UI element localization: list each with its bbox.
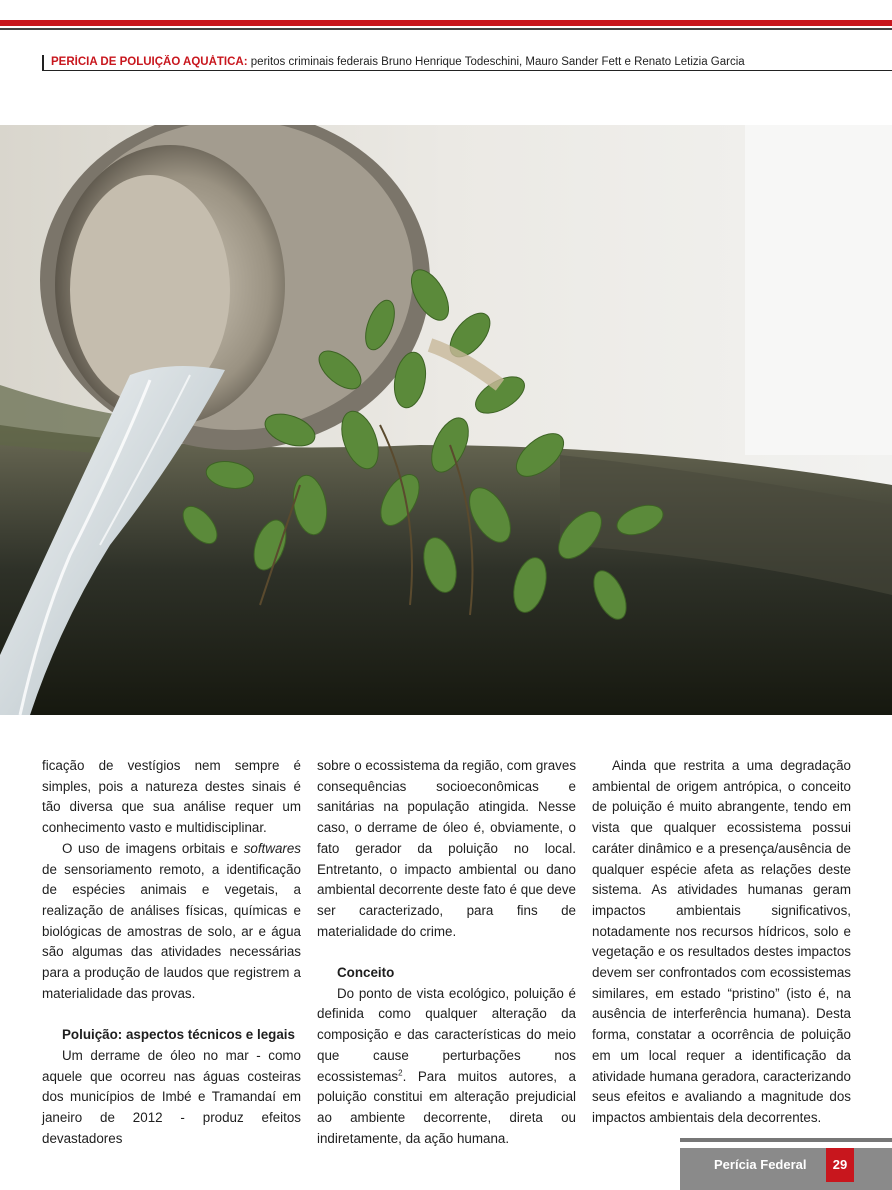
drain-pipe-photo bbox=[0, 125, 892, 715]
col1-p2-text-b: de sensoriamento remoto, a identificação de espécies animais e vegetais, a realização de análises físicas, químicas e biológicas de amostras de solo, ar e água são algumas das atividades necessárias para a produção de laudos que registrem a materialidade das provas. bbox=[42, 861, 301, 1001]
footer-magazine-title: Perícia Federal bbox=[714, 1157, 807, 1172]
col1-p2-text-a: O uso de imagens orbitais e bbox=[62, 840, 244, 856]
page-number: 29 bbox=[826, 1148, 854, 1182]
col1-p2-emphasis: softwares bbox=[243, 840, 301, 856]
text-column-1 bbox=[42, 756, 301, 1149]
text-column-2 bbox=[317, 756, 576, 1149]
col1-paragraph-1: ficação de vestígios nem sempre é simples, pois a natureza destes sinais é tão diversa que sua análise requer um conhecimento vasto e multidisciplinar. bbox=[42, 758, 301, 836]
col1-paragraph-2 bbox=[42, 839, 301, 1005]
col2-paragraph-2 bbox=[317, 984, 576, 1150]
running-head-authors: peritos criminais federais Bruno Henrique Todeschini, Mauro Sander Fett e Renato Letizia Garcia bbox=[247, 56, 745, 68]
col2-paragraph-1: sobre o ecossistema da região, com graves consequências socioeconômicas e sanitárias na população atingida. Nesse caso, o derrame de óleo é, obviamente, o fato gerador da poluição no local. Entretanto, o impacto ambiental ou dano ambiental decorrente deste fato é que deve ser caracterizado, para fins de materialidade do crime. bbox=[317, 758, 577, 939]
running-head bbox=[42, 55, 892, 71]
col1-section-heading: Poluição: aspectos técnicos e legais bbox=[62, 1027, 295, 1043]
top-dark-rule bbox=[0, 28, 892, 30]
col2-section-heading: Conceito bbox=[337, 965, 395, 981]
article-photo bbox=[0, 125, 892, 715]
text-column-3 bbox=[592, 756, 851, 1129]
top-red-rule bbox=[0, 20, 892, 26]
col2-p2-text-b: . Para muitos autores, a poluição constitui em alteração prejudicial ao ambiente decorrente, direta ou indiretamente, da ação humana. bbox=[317, 1068, 576, 1146]
col1-paragraph-3: Um derrame de óleo no mar - como aquele que ocorreu nas águas costeiras dos municípios de Imbé e Tramandaí em janeiro de 2012 - produz efeitos devastadores bbox=[42, 1047, 301, 1146]
footer-rule bbox=[680, 1138, 892, 1142]
col2-p2-text-a: Do ponto de vista ecológico, poluição é definida como qualquer alteração da composição e das características do meio que cause perturbações nos ecossistemas bbox=[317, 985, 576, 1084]
col2-footnote-ref: 2 bbox=[398, 1068, 403, 1078]
running-head-section: PERÍCIA DE POLUIÇÃO AQUÁTICA: bbox=[51, 56, 248, 68]
col3-paragraph-1: Ainda que restrita a uma degradação ambiental de origem antrópica, o conceito de poluição é muito abrangente, tendo em vista que qualquer ecossistema possui caráter dinâmico e a presença/ausência de qualquer espécie afeta as relações deste sistema. As atividades humanas geram impactos ambientais significativos, notadamente nos recursos hídricos, solo e vegetação e os resultados destes impactos devem ser confrontados com ecossistemas similares, em estado “pristino” (isto é, na ausência de interferência humana). Desta forma, constatar a ocorrência de poluição em um local requer a identificação da atividade humana geradora, caracterizando seus efeitos e avaliando a magnitude dos impactos ambientais dela decorrentes. bbox=[592, 758, 851, 1125]
